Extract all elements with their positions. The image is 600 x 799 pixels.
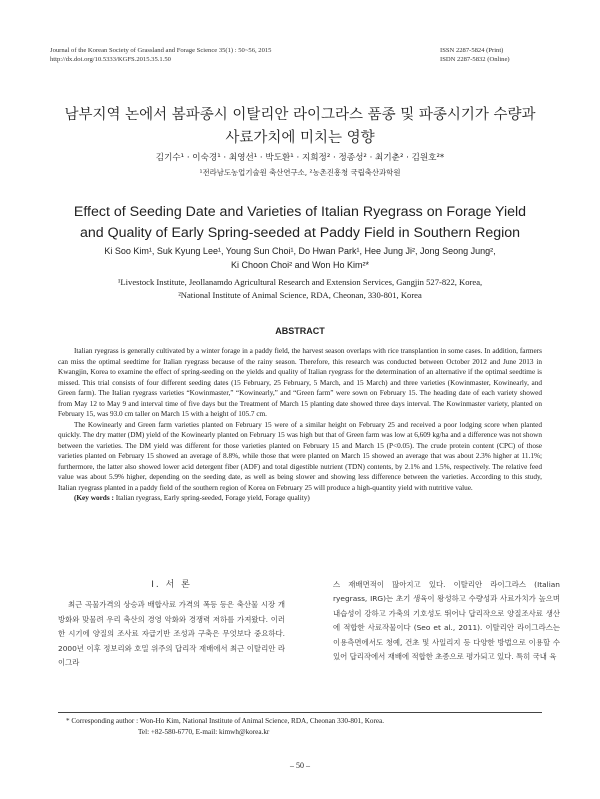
footnote-divider — [58, 712, 542, 713]
body-column-right — [333, 578, 560, 664]
issn-online: ISDN 2287-5832 (Online) — [440, 56, 510, 63]
footnote-line2: Tel: +82-580-6770, E-mail: kimwh@korea.kr — [138, 727, 270, 736]
korean-title — [40, 104, 560, 150]
english-affil-line1: ¹Livestock Institute, Jeollanamdo Agricultural Research and Extension Services, Gangjin 527-822, Korea, — [117, 277, 483, 287]
english-title — [40, 202, 560, 244]
section-heading-introduction: Ⅰ. 서 론 — [151, 580, 192, 590]
journal-citation: Journal of the Korean Society of Grassland and Forage Science 35(1) : 50~56, 2015 — [50, 47, 272, 54]
body-paragraph-right: 스 재배면적이 많아지고 있다. 이탈리안 라이그라스 (Italian ryegrass, IRG)는 초기 생육이 왕성하고 수량성과 사료가치가 높으며 내습성이 강하고 가축의 기호성도 뛰어나 답리작으로 양질조사료 생산에 적합한 사료작물이다 (Seo et al., 2011). 이탈리안 라이그라스는 이용측면에서도 청예, 건초 및 사일리지 등 다양한 방법으로 이용할 수 있어 답리작에서 재배에 적합한 초종으로 평가되고 있다. 특히 국내 육 — [333, 580, 560, 662]
english-authors — [40, 244, 560, 272]
abstract-body — [58, 346, 542, 504]
english-affiliation — [40, 276, 560, 302]
body-column-left — [58, 578, 285, 670]
abstract-paragraph-1: Italian ryegrass is generally cultivated by a winter forage in a paddy field, the harvest season overlaps with rice transplantion in some cases. In addition, farmers can miss the optimal seedtime for Italian ryegrass because of the rainy season. Therefore, this research was conducted between October 2012 and June 2013 in Kwangjin, Korea to examine the effect of spring-seeding on the yields and quality of Italian ryegrass for the determination of an alternative if the optimal seedtime is missed. This trial consists of four different seeding dates (15 February, 25 February, 5 March, and 15 March) and three varieties (Kowinmaster, Kowinearly, and Green farm). The Italian ryegrass varieties “Kowinmaster,” “Kowinearly,” and “Green farm” were sown on February 15. The heading date of each variety showed from May 12 to May 9 and interval time of five days but the Treatment of March 15 planting date showed three days interval. The Kowinmaster variety, planted on February 15, was 93.0 cm taller on March 15 with a height of 105.7 cm. — [58, 347, 542, 418]
issn-block — [440, 46, 550, 64]
english-authors-line2: Ki Choon Choi² and Won Ho Kim²* — [231, 260, 369, 270]
footnote — [66, 716, 384, 737]
keywords-list: Italian ryegrass, Early spring-seeded, Forage yield, Forage quality) — [115, 494, 310, 502]
journal-header — [50, 46, 271, 64]
korean-title-line1: 남부지역 논에서 봄파종시 이탈리안 라이그라스 품종 및 파종시기가 수량과 — [64, 107, 536, 123]
korean-title-line2: 사료가치에 미치는 영향 — [225, 130, 375, 146]
issn-print: ISSN 2287-5824 (Print) — [440, 47, 504, 54]
english-title-line1: Effect of Seeding Date and Varieties of Italian Ryegrass on Forage Yield — [73, 204, 527, 220]
body-paragraph-left: 최근 곡물가격의 상승과 배합사료 가격의 폭등 등은 축산물 시장 개방화와 맞물려 우리 축산의 경영 악화와 경쟁력 저하를 가져왔다. 이러한 시기에 양질의 조사료 자급기반 조성과 구축은 무엇보다 중요하다. 2000년 이후 정보리와 호밀 위주의 답리작 재배에서 최근 이탈리안 라이그라 — [58, 600, 285, 668]
abstract-heading: ABSTRACT — [275, 326, 325, 336]
doi-link[interactable]: http://dx.doi.org/10.5333/KGFS.2015.35.1.50 — [50, 56, 171, 63]
abstract-paragraph-2: The Kowinearly and Green farm varieties planted on February 15 were of a similar height on February 25 and received a poor lodging score when planted quickly. The dry matter (DM) yield of the Kowinearly planted on February 15 was high but that of Green farm was low at 6,609 kg/ha and a difference was not shown between the varieties. The DM yield was different for those varieties planted on February 15 and March 15 (P<0.05). The crude protein content (CPC) of those varieties planted on February 15 showed an average of 8.8%, while those that were planted on March 15 showed an average that was about 2.3% higher at 11.1%; furthermore, the latter also showed lower acid detergent fiber (ADF) and total digestible nutrient (TDN) contents, by 2.1% and 1.5%, respectively. The relative feed value was about 5.9% higher, depending on the seeding date, as well as being slower and showing less difference between the varieties. According to this study, Italian ryegrass planted in a paddy field of the southern region of Korea on February 25 will produce a high-quantity yield with nutritive value. — [58, 420, 542, 492]
keywords — [58, 493, 542, 504]
footnote-line1: * Corresponding author : Won-Ho Kim, National Institute of Animal Science, RDA, Cheonan 330-801, Korea. — [66, 717, 385, 725]
korean-authors: 김기수¹ · 이숙경¹ · 최영선¹ · 박도환¹ · 지희정² · 정종성² · 최기춘² · 김원호²* — [155, 153, 445, 163]
page-number: – 50 – — [290, 761, 310, 770]
english-affil-line2: ²National Institute of Animal Science, RDA, Cheonan, 330-801, Korea — [178, 290, 422, 300]
english-authors-line1: Ki Soo Kim¹, Suk Kyung Lee¹, Young Sun Choi¹, Do Hwan Park¹, Hee Jung Ji², Jong Seong Jung², — [104, 246, 496, 256]
english-title-line2: and Quality of Early Spring-seeded at Paddy Field in Southern Region — [79, 225, 521, 241]
keywords-label: (Key words : — [74, 494, 114, 502]
korean-affiliation: ¹전라남도농업기술원 축산연구소, ²농촌진흥청 국립축산과학원 — [199, 168, 401, 177]
